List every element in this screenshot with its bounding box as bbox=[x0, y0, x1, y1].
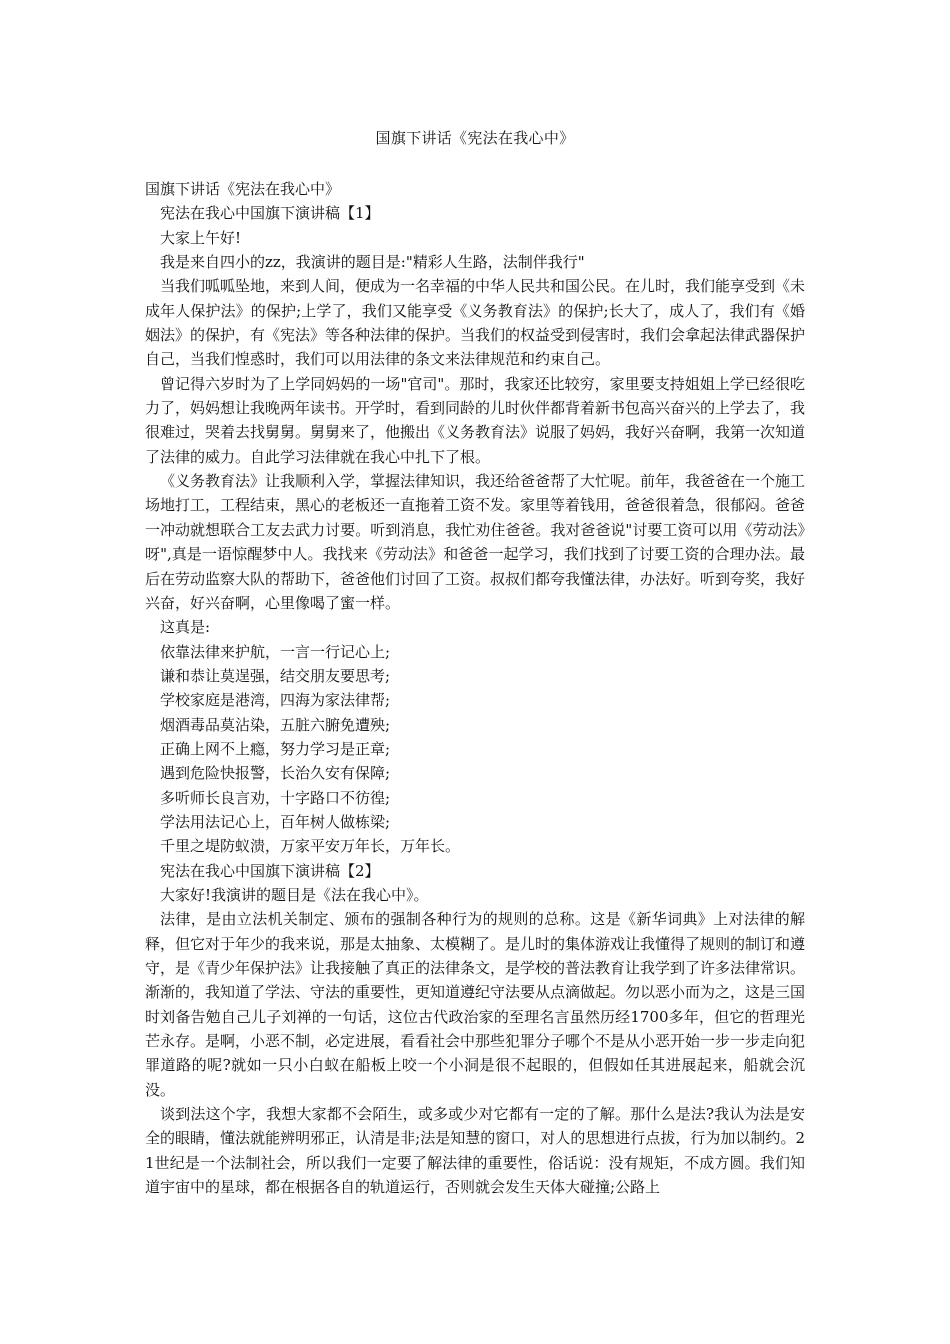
section-heading: 宪法在我心中国旗下演讲稿【1】 bbox=[160, 204, 380, 223]
document-title: 国旗下讲话《宪法在我心中》 bbox=[375, 129, 575, 147]
paragraph: 我是来自四小的zz，我演讲的题目是:"精彩人生路，法制伴我行" bbox=[160, 253, 585, 272]
paragraph: 大家好!我演讲的题目是《法在我心中》。 bbox=[160, 885, 429, 904]
paragraph: 国旗下讲话《宪法在我心中》 bbox=[145, 180, 341, 198]
section-heading: 宪法在我心中国旗下演讲稿【2】 bbox=[160, 861, 380, 880]
poem-line: 烟酒毒品莫沾染，五脏六腑免遭殃; bbox=[160, 715, 391, 734]
poem-line: 谦和恭让莫逞强，结交朋友要思考; bbox=[160, 666, 391, 685]
paragraph: 大家上午好! bbox=[160, 228, 242, 247]
paragraph: 这真是: bbox=[160, 618, 211, 637]
document-body bbox=[145, 177, 805, 1199]
poem-line: 依靠法律来护航，一言一行记心上; bbox=[160, 642, 391, 661]
paragraph: 曾记得六岁时为了上学同妈妈的一场"官司"。那时，我家还比较穷，家里要支持姐姐上学已经很吃力了，妈妈想让我晚两年读书。开学时，看到同龄的儿时伙伴都背着新书包高兴奋兴的上学去了，我很难过，哭着去找舅舅。舅舅来了，他搬出《义务教育法》说服了妈妈，我好兴奋啊，我第一次知道了法律的威力。自此学习法律就在我心中扎下了根。 bbox=[145, 374, 806, 466]
paragraph: 法律，是由立法机关制定、颁布的强制各种行为的规则的总称。这是《新华词典》上对法律的解释，但它对于年少的我来说，那是太抽象、太模糊了。是儿时的集体游戏让我懂得了规则的制订和遵守，是《青少年保护法》让我接触了真正的法律条文，是学校的普法教育让我学到了许多法律常识。渐渐的，我知道了学法、守法的重要性，更知道遵纪守法要从点滴做起。勿以恶小而为之，这是三国时刘备告勉自己儿子刘禅的一句话，这位古代政治家的至理名言虽然历经1700多年，但它的哲理光芒永存。是啊，小恶不制，必定进展，看看社会中那些犯罪分子哪个不是从小恶开始一步一步走向犯罪道路的呢?就如一只小白蚁在船板上咬一个小洞是很不起眼的，但假如任其进展起来，船就会沉没。 bbox=[145, 910, 806, 1099]
paragraph: 谈到法这个字，我想大家都不会陌生，或多或少对它都有一定的了解。那什么是法?我认为法是安全的眼睛，懂法就能辨明邪正，认清是非;法是知慧的窗口，对人的思想进行点拔，行为加以制约。21世纪是一个法制社会，所以我们一定要了解法律的重要性，俗话说：没有规矩，不成方圆。我们知道宇宙中的星球，都在根据各自的轨道运行，否则就会发生天体大碰撞;公路上 bbox=[145, 1105, 805, 1197]
poem-line: 多听师长良言劝，十字路口不彷徨; bbox=[160, 788, 391, 807]
poem-line: 正确上网不上瘾，努力学习是正章; bbox=[160, 739, 391, 758]
paragraph: 当我们呱呱坠地，来到人间，便成为一名幸福的中华人民共和国公民。在儿时，我们能享受到《未成年人保护法》的保护;上学了，我们又能享受《义务教育法》的保护;长大了，成人了，我们有《婚姻法》的保护，有《宪法》等各种法律的保护。当我们的权益受到侵害时，我们会拿起法律武器保护自己，当我们惶惑时，我们可以用法律的条文来法律规范和约束自己。 bbox=[145, 277, 806, 369]
poem-line: 学法用法记心上，百年树人做栋梁; bbox=[160, 812, 391, 831]
poem-line: 学校家庭是港湾，四海为家法律帮; bbox=[160, 691, 391, 710]
paragraph: 《义务教育法》让我顺利入学，掌握法律知识，我还给爸爸帮了大忙呢。前年，我爸爸在一个施工场地打工，工程结束，黑心的老板还一直拖着工资不发。家里等着钱用，爸爸很着急，很郁闷。爸爸一冲动就想联合工友去武力讨要。听到消息，我忙劝住爸爸。我对爸爸说"讨要工资可以用《劳动法》呀",真是一语惊醒梦中人。我找来《劳动法》和爸爸一起学习，我们找到了讨要工资的合理办法。最后在劳动监察大队的帮助下，爸爸他们讨回了工资。叔叔们都夸我懂法律，办法好。听到夸奖，我好兴奋，好兴奋啊，心里像喝了蜜一样。 bbox=[145, 472, 806, 612]
poem-line: 遇到危险快报警，长治久安有保障; bbox=[160, 764, 391, 783]
poem-line: 千里之堤防蚁溃，万家平安万年长，万年长。 bbox=[160, 837, 461, 856]
